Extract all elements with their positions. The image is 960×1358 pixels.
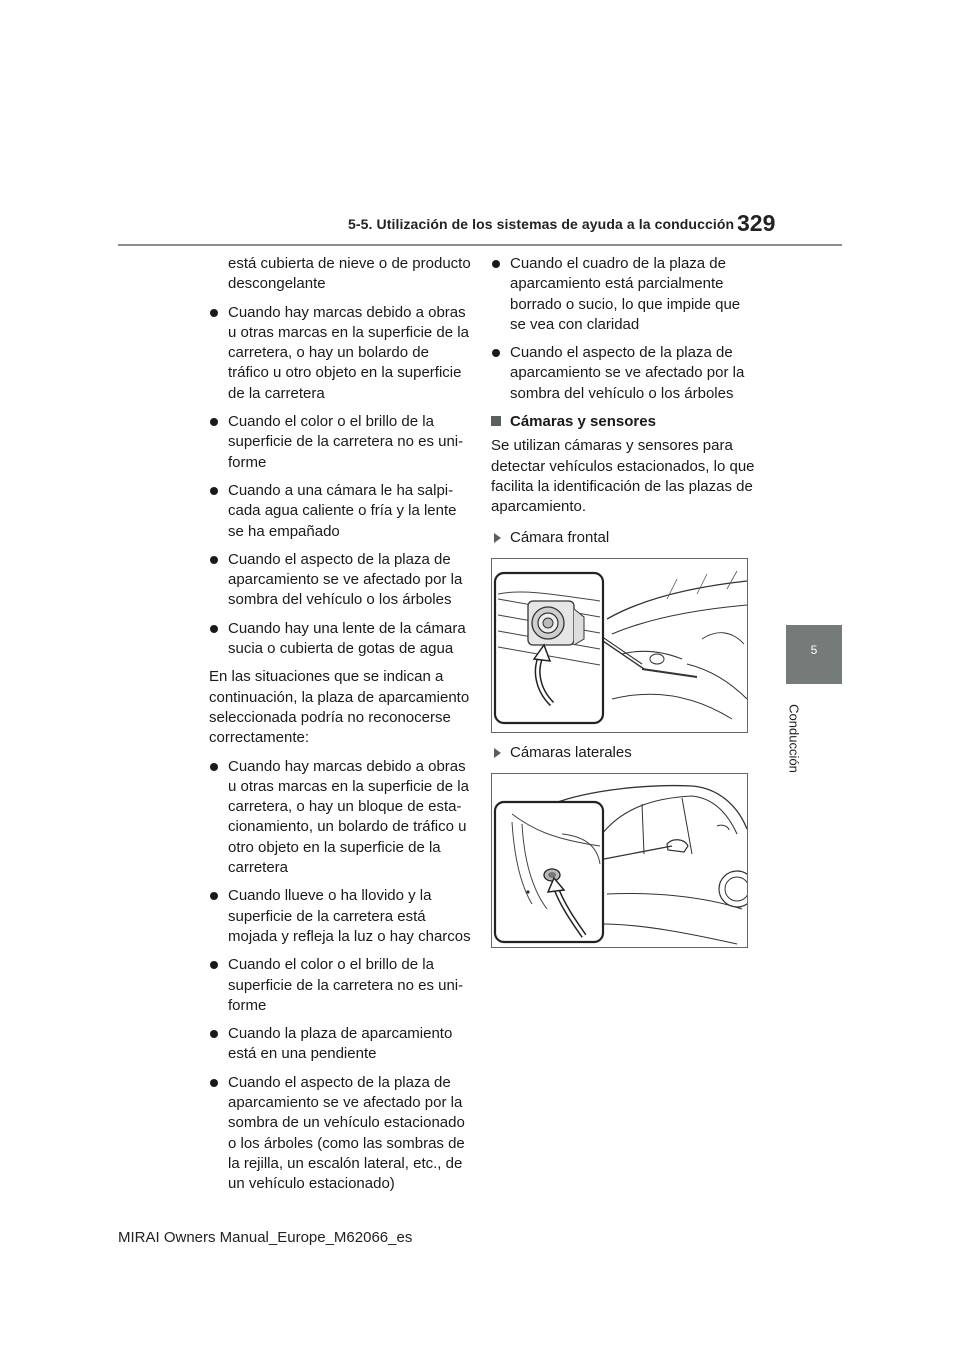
intro-paragraph: En las situaciones que se indican a continuación, la plaza de aparcamiento seleccionada podría no reconocerse correctamente:	[209, 668, 470, 747]
chapter-number: 5	[810, 643, 818, 657]
section-paragraph: Se utilizan cámaras y sensores para detectar vehículos estacionados, lo que facilita la identificación de las plazas de aparcamiento.	[491, 437, 755, 516]
front-camera-illustration	[491, 558, 748, 733]
list-item	[209, 619, 471, 660]
continued-text: está cubierta de nieve o de producto descongelante	[228, 255, 471, 293]
chapter-tab[interactable]	[786, 625, 842, 684]
section-heading-text: Cámaras y sensores	[510, 413, 656, 431]
bullet-icon	[210, 625, 218, 633]
list-item-text: Cuando la plaza de aparcamiento está en una pendiente	[228, 1025, 453, 1063]
page-number: 329	[737, 210, 776, 236]
bullet-icon	[210, 892, 218, 900]
footer-text: MIRAI Owners Manual_Europe_M62066_es	[118, 1229, 413, 1246]
right-column	[491, 254, 756, 954]
triangle-bullet-icon	[494, 748, 501, 758]
chapter-label: Conducción	[786, 704, 802, 773]
left-column	[209, 254, 471, 1202]
list-item	[209, 1024, 471, 1065]
bullet-icon	[492, 349, 500, 357]
section-heading	[491, 412, 756, 432]
side-cameras-illustration	[491, 773, 748, 948]
front-camera-label: Cámara frontal	[510, 528, 610, 546]
square-bullet-icon	[491, 416, 501, 426]
list-item	[209, 886, 471, 947]
list-item	[209, 412, 471, 473]
chapter-label-container	[784, 691, 804, 787]
list-item	[209, 1073, 471, 1195]
list-item	[209, 955, 471, 1016]
bullet-icon	[210, 1079, 218, 1087]
list-item-text: Cuando el aspecto de la plaza de aparcamiento se ve afectado por la sombra del vehículo o los árboles	[510, 344, 745, 402]
list-item	[491, 254, 756, 335]
front-camera-drawing	[492, 559, 748, 732]
list-item	[209, 481, 471, 542]
list-item-text: Cuando el aspecto de la plaza de aparcamiento se ve afectado por la sombra de un vehículo estacionado o los árboles (como las sombras de la rejilla, un escalón lateral, etc., de un vehículo estacionado)	[228, 1073, 465, 1193]
list-item	[209, 757, 471, 879]
bullet-icon	[210, 763, 218, 771]
triangle-bullet-icon	[494, 533, 501, 543]
bullet-icon	[210, 487, 218, 495]
side-cameras-caption	[491, 743, 756, 763]
bullet-icon	[210, 961, 218, 969]
list-item	[209, 303, 471, 404]
bullet-icon	[210, 418, 218, 426]
bullet-icon	[210, 556, 218, 564]
bullet-icon	[210, 309, 218, 317]
list-item-text: Cuando a una cámara le ha salpi-cada agua caliente o fría y la lente se ha empañado	[228, 481, 457, 540]
side-cameras-drawing	[492, 774, 748, 947]
header-divider	[118, 244, 842, 246]
list-item-text: Cuando hay marcas debido a obras u otras marcas en la superficie de la carretera, o hay un bloque de esta-cionamiento, un bolardo de tráfico u otro objeto en la superficie de la carretera	[228, 757, 469, 877]
front-camera-caption	[491, 528, 756, 548]
list-item-text: Cuando el color o el brillo de la superficie de la carretera no es uni-forme	[228, 413, 464, 471]
side-cameras-label: Cámaras laterales	[510, 743, 632, 761]
list-item	[491, 343, 756, 404]
list-item-text: Cuando el color o el brillo de la superficie de la carretera no es uni-forme	[228, 956, 464, 1014]
list-item	[209, 550, 471, 611]
list-item-text: Cuando el cuadro de la plaza de aparcamiento está parcialmente borrado o sucio, lo que impide que se vea con claridad	[510, 255, 741, 333]
bullet-icon	[492, 260, 500, 268]
list-item-text: Cuando llueve o ha llovido y la superficie de la carretera está mojada y refleja la luz o hay charcos	[228, 887, 471, 945]
list-item-text: Cuando hay marcas debido a obras u otras marcas en la superficie de la carretera, o hay un bolardo de tráfico u otro objeto en la superficie de la carretera	[228, 303, 469, 402]
list-item-text: Cuando el aspecto de la plaza de aparcamiento se ve afectado por la sombra del vehículo o los árboles	[228, 550, 463, 609]
list-item-text: Cuando hay una lente de la cámara sucia o cubierta de gotas de agua	[228, 619, 466, 658]
section-title: 5-5. Utilización de los sistemas de ayuda a la conducción	[348, 216, 735, 232]
bullet-icon	[210, 1030, 218, 1038]
